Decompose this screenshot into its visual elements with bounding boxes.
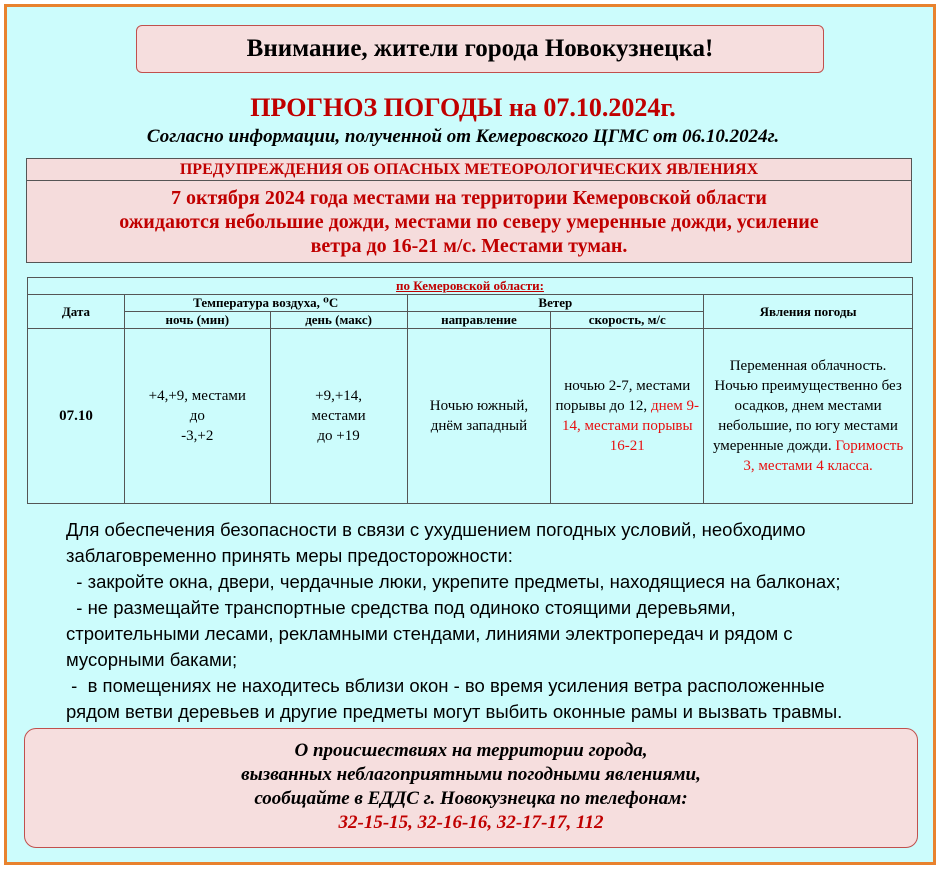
cell-wind-direction <box>407 329 551 504</box>
advice-line: строительными лесами, рекламными стендами, линиями электропередач и рядом с <box>66 623 793 644</box>
header-date: Дата <box>28 295 125 329</box>
advice-line: мусорными баками; <box>66 649 238 670</box>
header-speed: скорость, м/с <box>551 312 704 329</box>
contact-box <box>24 728 918 848</box>
advice-line: Для обеспечения безопасности в связи с ухудшением погодных условий, необходимо <box>66 519 806 540</box>
warning-box <box>26 158 912 263</box>
day-line: до +19 <box>317 428 360 444</box>
direction-line: днём западный <box>430 418 528 434</box>
night-line: до <box>189 408 205 424</box>
contact-line: вызванных неблагоприятными погодными явлениями, <box>241 764 701 785</box>
fire-danger-text: Горимость 3, местами 4 класса. <box>743 438 904 474</box>
phone-numbers: 32-15-15, 32-16-16, 32-17-17, 112 <box>338 812 604 833</box>
warning-line: ожидаются небольшие дожди, местами по северу умеренные дожди, усиление <box>119 211 819 233</box>
cell-phenomena <box>704 329 913 504</box>
speed-day: днем 9-14, местами порывы 16-21 <box>561 398 699 454</box>
warning-body <box>27 181 911 258</box>
advice-line: - не размещайте транспортные средства под одиноко стоящими деревьями, <box>66 597 736 618</box>
header-direction: направление <box>407 312 551 329</box>
notice-text: Внимание, жители города Новокузнецка! <box>246 35 714 62</box>
speed-night: ночью 2-7, местами порывы до 12, <box>555 378 691 414</box>
warning-heading: ПРЕДУПРЕЖДЕНИЯ ОБ ОПАСНЫХ МЕТЕОРОЛОГИЧЕСКИХ ЯВЛЕНИЯХ <box>27 159 911 181</box>
header-phenomena: Явления погоды <box>704 295 913 329</box>
cell-wind-speed <box>551 329 704 504</box>
night-line: -3,+2 <box>181 428 214 444</box>
contact-line: сообщайте в ЕДДС г. Новокузнецка по телефонам: <box>254 788 688 809</box>
safety-advice <box>66 517 926 725</box>
region-label: по Кемеровской области: <box>28 278 913 295</box>
cell-night-temp <box>124 329 270 504</box>
advice-line: - в помещениях не находитесь вблизи окон - во время усиления ветра расположенные <box>66 675 825 696</box>
advice-line: - закройте окна, двери, чердачные люки, укрепите предметы, находящиеся на балконах; <box>66 571 841 592</box>
day-line: +9,+14, <box>315 388 363 404</box>
header-day: день (макс) <box>270 312 407 329</box>
night-line: +4,+9, местами <box>148 388 246 404</box>
advice-line: заблаговременно принять меры предосторожности: <box>66 545 513 566</box>
day-line: местами <box>311 408 366 424</box>
forecast-table <box>27 277 913 504</box>
forecast-source: Согласно информации, полученной от Кемеровского ЦГМС от 06.10.2024г. <box>146 126 780 147</box>
header-wind: Ветер <box>407 295 704 312</box>
contact-line: О происшествиях на территории города, <box>294 740 648 761</box>
notice-banner <box>136 25 824 73</box>
forecast-title: ПРОГНОЗ ПОГОДЫ на 07.10.2024г. <box>250 93 676 122</box>
cell-day-temp <box>270 329 407 504</box>
cell-date: 07.10 <box>28 329 125 504</box>
header-temperature: Температура воздуха, ⁰С <box>124 295 407 312</box>
phenomena-text: Переменная облачность. Ночью преимущественно без осадков, днем местами небольшие, по югу местами умеренные дожди. <box>712 358 902 454</box>
advice-line: рядом ветви деревьев и другие предметы могут выбить оконные рамы и вызвать травмы. <box>66 701 843 722</box>
warning-line: ветра до 16-21 м/с. Местами туман. <box>310 235 628 257</box>
direction-line: Ночью южный, <box>429 398 529 414</box>
header-night: ночь (мин) <box>124 312 270 329</box>
warning-line: 7 октября 2024 года местами на территории Кемеровской области <box>171 187 767 209</box>
table-row <box>28 329 913 504</box>
